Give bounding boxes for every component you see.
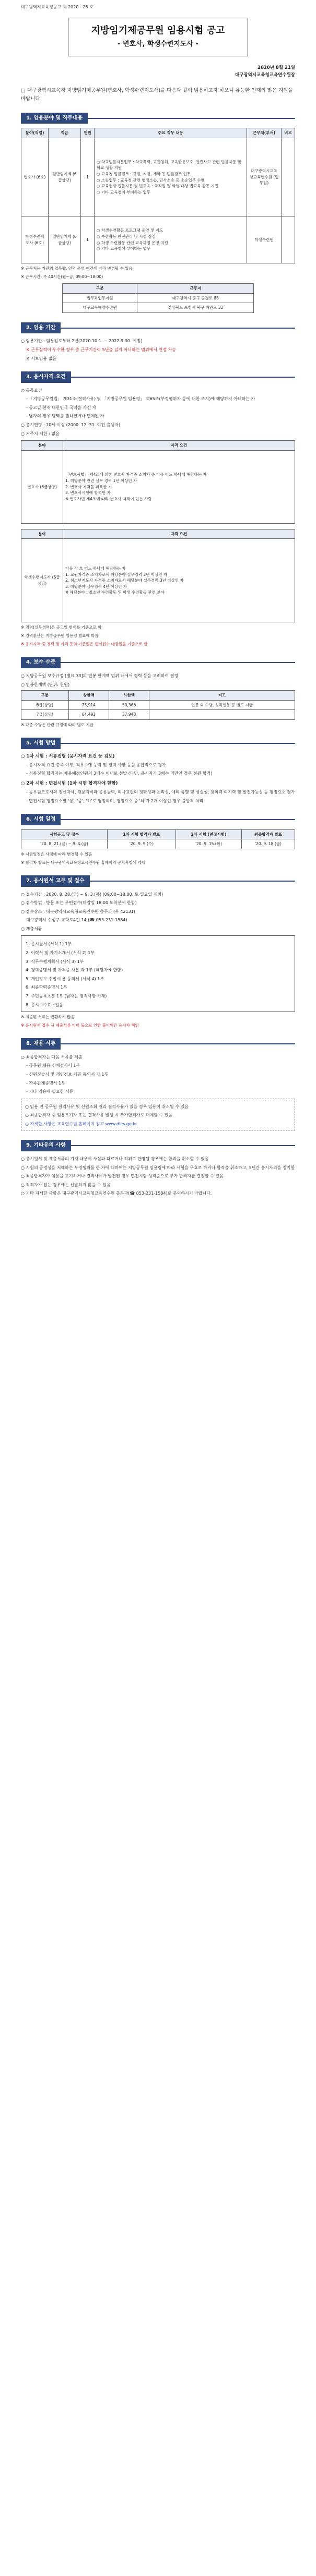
section-header-4	[21, 657, 295, 668]
section-rule	[61, 662, 295, 663]
section-header-9	[21, 1140, 295, 1151]
paragraph: - 남자의 경우 병역을 필하였거나 면제된 자	[26, 414, 104, 419]
cell-place: 대구광역시교육청교육연수원 (법무팀)	[247, 138, 282, 216]
table-cell: 6급(상당)	[21, 700, 69, 710]
section-header-5	[21, 738, 295, 749]
th-division: 구분	[62, 284, 137, 294]
section-rule	[61, 1043, 295, 1044]
cell-note	[282, 216, 295, 263]
table-cell: 7급(상당)	[21, 710, 69, 720]
th-field: 분야(직렬)	[21, 128, 49, 138]
table-cell: 64,493	[68, 710, 109, 720]
table-cell: '20. 9. 9.(수)	[107, 839, 175, 849]
cell-count: 1	[81, 216, 95, 263]
cell-field: 변호사 (6호)	[21, 138, 49, 216]
section-label: 8. 채용 서류	[21, 1038, 61, 1050]
cell-note	[282, 138, 295, 216]
note: ※ 근무처는 기관의 업무량, 인력 운영 여건에 따라 변경될 수 있음	[21, 266, 133, 271]
issuing-org: 대구광역시교육청교육연수원장	[235, 73, 295, 78]
section-header-7	[21, 875, 295, 887]
th-field: 분야	[21, 529, 63, 539]
list-item: 6. 최종학력증명서 1부	[26, 985, 67, 990]
table-row	[62, 303, 254, 313]
paragraph: ※ 근무실적이 우수한 경우 총 근무기간이 5년을 넘지 아니하는 범위에서 연장 가능	[26, 347, 177, 352]
paragraph: ○ 제출서류	[21, 926, 42, 931]
subheading: ○ 2차 시험 : 면접시험 (1차 시험 합격자에 한함)	[21, 780, 118, 786]
table-cell: 75,914	[68, 700, 109, 710]
paragraph: - 신원진술서 및 개인정보 제공 동의서 각 1부	[26, 1072, 109, 1077]
section-rule	[71, 377, 295, 378]
table-cell: '20. 9. 18.(금)	[241, 839, 295, 849]
paragraph: ○ 최종합격자는 다음 서류를 제출	[21, 1054, 83, 1060]
paragraph: ○ 응시연령 : 20세 이상 (2000. 12. 31. 이전 출생자)	[21, 423, 121, 428]
th-place: 근무처(부서)	[247, 128, 282, 138]
cell-requirements: 「변호사법」 제4조에 의한 변호사 자격증 소지자 중 다음 어느 하나에 해당하는 자 1. 해당분야 관련 실무 경력 1년 이상인 자 2. 변호사 자격을 취득한 자 3. 변호사시험에 합격한 자 ※ 변호사법 제4조에 따라 변호사 자격이 있는 사람	[63, 450, 295, 523]
duties-table	[21, 128, 295, 263]
note: ※ 응시자격 중 경력 및 자격 등의 기준일은 원서접수 마감일을 기준으로 함	[21, 642, 148, 647]
table-cell: 경상북도 포항시 북구 해안로 32	[137, 303, 254, 313]
table-row	[21, 839, 295, 849]
cell-field: 학생수련지도사 (6호)	[21, 216, 49, 263]
table-header-row	[21, 128, 295, 138]
table-cell: 대구광역시 중구 공평로 88	[137, 293, 254, 303]
note: ※ 근무시간: 주 40시간(월~금, 09:00~18:00)	[21, 274, 103, 280]
th-note: 비고	[282, 128, 295, 138]
list-item: 5. 개인정보 수집·이용 동의서 (서식 4) 1부	[26, 976, 104, 981]
title-box	[68, 18, 248, 56]
cell-grade: 일반임기제 (6급상당)	[49, 216, 81, 263]
th-stage: 1차 시험 합격자 발표	[107, 829, 175, 839]
paragraph: ○ 최종합격자가 임용을 포기하거나 결격사유가 발견된 경우 면접시험 성적순으로 추가 합격자를 결정할 수 있음	[21, 1174, 224, 1179]
paragraph: ○ 접수장소 : 대구광역시교육청교육연수원 총무과 (우 42131)	[21, 909, 135, 914]
section-header-3	[21, 371, 295, 383]
th-stage: 최종합격자 발표	[241, 829, 295, 839]
section-label: 2. 임용 기간	[21, 322, 61, 334]
th-field: 분야	[21, 441, 63, 451]
note: ※ 제출된 서류는 반환하지 않음	[21, 1015, 75, 1020]
paragraph: ○ 적격자가 없는 경우에는 선발하지 않을 수 있음	[21, 1182, 111, 1187]
table-row	[21, 216, 295, 263]
th-requirements: 자격 요건	[63, 529, 295, 539]
section-header-2	[21, 322, 295, 334]
paragraph: ○ 연봉한계액 (단위: 천원)	[21, 682, 70, 687]
table-cell: '20. 9. 15.(화)	[175, 839, 241, 849]
section-rule	[71, 1145, 295, 1146]
salary-table	[21, 690, 295, 720]
cell-field: 학생수련지도사 (6급상당)	[21, 539, 63, 622]
th-stage: 2차 시험 (면접시험)	[175, 829, 241, 839]
th-upper: 상한액	[68, 691, 109, 701]
th-grade: 직급	[49, 128, 81, 138]
table-row	[21, 700, 295, 710]
section-label: 1. 임용분야 및 직무내용	[21, 113, 88, 124]
section-header-8	[21, 1038, 295, 1050]
date-org-block	[21, 65, 295, 79]
workplace-table	[62, 283, 254, 313]
th-note: 비고	[149, 691, 295, 701]
table-row	[21, 138, 295, 216]
note: ※ 시험일정은 사정에 따라 변경될 수 있음	[21, 852, 92, 857]
note: ※ 각종 수당은 관련 규정에 따라 별도 지급	[21, 723, 93, 728]
schedule-table	[21, 829, 295, 849]
note: ※ 경력환산은 지방공무원 임용령 별표에 따름	[21, 633, 99, 639]
paragraph: ○ 접수방법 : 방문 또는 우편접수(마감일 18:00 도착분에 한함)	[21, 900, 137, 906]
list-item: 4. 경력증명서 및 자격증 사본 각 1부 (해당자에 한함)	[26, 968, 123, 973]
th-workplace: 근무지	[137, 284, 254, 294]
table-cell: 대구교육해양수련원	[62, 303, 137, 313]
cell-duties: ○ 학교법률자문업무 : 학교폭력, 교권침해, 교육활동보호, 안전사고 관련 법률자문 및 학교 생활 지원 ○ 교육청 법률검토 : 규정, 지침, 계약 등 법률검토 업무 ○ 소송업무 : 교육청 관련 행정소송, 민사소송 등 소송업무 수행 ○ 교육현장 법률자문 및 법교육 : 교직원 및 학생 대상 법교육 활동 지원 ○ 기타 교육청이 부여하는 업무	[95, 138, 247, 216]
section-label: 9. 기타유의 사항	[21, 1140, 71, 1151]
table-cell: '20. 8. 21.(금) ~ 9. 4.(금)	[21, 839, 108, 849]
list-item: 8. 응시수수료 : 없음	[26, 1002, 64, 1007]
note: ※ 응시원서 접수 시 제출서류 미비 등으로 인한 불이익은 응시자 책임	[21, 1023, 139, 1028]
list-item: 3. 직무수행계획서 (서식 3) 1부	[26, 959, 84, 964]
page-subtitle: - 변호사, 학생수련지도사 -	[118, 40, 198, 49]
paragraph: ○ 기타 자세한 사항은 대구광역시교육청교육연수원 총무과(☎ 053-231-1584)로 문의하시기 바랍니다.	[21, 1191, 212, 1196]
paragraph: ○ 시험의 공정성을 저해하는 부정행위를 한 자에 대하여는 지방공무원 임용령에 따라 시험을 무효로 하거나 합격을 취소하고, 5년간 응시자격을 정지함	[21, 1165, 295, 1170]
paragraph: ○ 임용기간 : 임용일로부터 2년(2020.10.1. ~ 2022.9.30. 예정)	[21, 339, 143, 344]
intro-text: □ 대구광역시교육청 지방임기제공무원(변호사, 학생수련지도사)을 다음과 같이 임용하고자 하오니 유능한 인재의 많은 지원을 바랍니다.	[21, 87, 293, 102]
requirements-table-2	[21, 529, 295, 623]
table-row	[21, 710, 295, 720]
table-row	[62, 293, 254, 303]
section-header-6	[21, 814, 295, 825]
paragraph: ○ 임용 전 공무원 결격사유 및 신원조회 결과 결격사유가 있을 경우 임용이 취소될 수 있음	[25, 1104, 189, 1109]
table-cell: 연봉 외 수당, 성과연봉 등 별도 지급	[149, 700, 295, 710]
website-link[interactable]: ○ 자세한 사항은 교육연수원 홈페이지 참고 www.dies.go.kr	[25, 1121, 137, 1126]
section-rule	[61, 743, 295, 744]
note: ※ 경력(실무경력)은 공고일 현재를 기준으로 함	[21, 625, 102, 630]
paragraph: ○ 지방공무원 보수규정 [별표 33]의 연봉 한계액 범위 내에서 경력 등을 고려하여 결정	[21, 673, 179, 678]
cell-place: 학생수련원	[247, 216, 282, 263]
subheading: ○ 1차 시험 : 서류전형 (응시자격 요건 등 검토)	[21, 753, 115, 759]
list-item: 2. 이력서 및 자기소개서 (서식 2) 1부	[26, 950, 95, 956]
paragraph: 대구광역시 수성구 교학로4길 14 (☎ 053-231-1584)	[26, 918, 127, 923]
table-row	[21, 539, 295, 622]
paragraph: ○ 최종합격자 중 임용포기자 또는 결격사유 발생 시 추가합격자로 대체할 수 있음	[25, 1113, 173, 1118]
section-header-1	[21, 113, 295, 124]
section-label: 7. 응시원서 교부 및 접수	[21, 875, 90, 887]
th-division: 구분	[21, 691, 69, 701]
table-cell: 50,366	[109, 700, 149, 710]
th-requirements: 자격 요건	[63, 441, 295, 451]
table-cell: 37,948	[109, 710, 149, 720]
page-title: 지방임기제공무원 임용시험 공고	[91, 25, 225, 37]
th-count: 인원	[81, 128, 95, 138]
paragraph: ○ 공통요건	[21, 388, 42, 393]
paragraph: - 공고일 현재 대한민국 국적을 가진 자	[26, 405, 97, 410]
paragraph: - 서류전형 합격자는 채용예정인원의 3배수 이내로 선발 (다만, 응시자가 3배수 미만인 경우 전원 합격)	[26, 771, 213, 776]
cell-count: 1	[81, 138, 95, 216]
section-rule	[61, 819, 295, 820]
section-label: 6. 시험 일정	[21, 814, 61, 825]
notice-box	[21, 1099, 295, 1131]
announcement-date: 2020년 8월 21일	[258, 65, 295, 71]
paragraph: ○ 응시원서 및 제출서류의 기재 내용이 사실과 다르거나 허위로 판명될 경우에는 합격을 취소할 수 있음	[21, 1156, 209, 1161]
section-rule	[61, 328, 295, 329]
section-rule	[88, 118, 295, 119]
documents-box	[21, 935, 295, 1012]
requirements-table	[21, 440, 295, 524]
paragraph: - 가족관계증명서 1부	[26, 1080, 65, 1086]
list-item: 1. 응시원서 (서식 1) 1부	[26, 942, 72, 947]
paragraph: - 「지방공무원법」 제31조(결격사유) 및 「지방공무원 임용령」 제65조(부정행위자 등에 대한 조치)에 해당하지 아니하는 자	[26, 396, 255, 402]
table-cell	[149, 710, 295, 720]
section-label: 5. 시험 방법	[21, 738, 61, 749]
table-cell: 법무과업무지원	[62, 293, 137, 303]
paragraph: ○ 거주지 제한 : 없음	[21, 431, 60, 436]
paragraph: - 공무원 채용 신체검사서 1부	[26, 1063, 80, 1068]
th-duties: 주요 직무 내용	[95, 128, 247, 138]
cell-field: 변호사 (6급상당)	[21, 450, 63, 523]
th-lower: 하한액	[109, 691, 149, 701]
paragraph: - 공무원으로서의 정신자세, 전문지식과 응용능력, 의사표현의 정확성과 논리성, 예의·품행 및 성실성, 창의력·의지력 및 발전가능성 등 평정요소 평가	[26, 790, 295, 795]
th-stage: 시험공고 및 접수	[21, 829, 108, 839]
cell-grade: 일반임기제 (6급상당)	[49, 138, 81, 216]
section-rule	[90, 881, 295, 882]
table-row	[21, 450, 295, 523]
paragraph: ※ 시보임용 없음	[26, 356, 57, 361]
paragraph: - 응시자격 요건 충족 여부, 직무수행 능력 및 경력 사항 등을 종합적으로 평가	[26, 762, 166, 767]
paragraph: ○ 접수기간 : 2020. 8. 28.(금) ~ 9. 3.(목) (09:00~18:00, 토·일요일 제외)	[21, 892, 163, 897]
paragraph: - 기타 임용에 필요한 서류	[26, 1089, 74, 1094]
note: ※ 합격자 발표는 대구광역시교육청교육연수원 홈페이지 공지사항에 게재	[21, 860, 145, 865]
cell-requirements: 다음 각 호 어느 하나에 해당하는 자 1. 교원자격증 소지자로서 해당분야 실무경력 2년 이상인 자 2. 청소년지도사 자격증 소지자로서 해당분야 실무경력 3년 이상인 자 3. 해당분야 실무경력 4년 이상인 자 ※ 해당분야 : 청소년 수련활동 및 학생 수련활동 관련 분야	[63, 539, 295, 622]
cell-duties: ○ 학생수련활동 프로그램 운영 및 지도 ○ 수련활동 안전관리 및 시설 점검 ○ 학생 수련활동 관련 교육과정 운영 지원 ○ 기타 교육청이 부여하는 업무	[95, 216, 247, 263]
section-label: 4. 보수 수준	[21, 657, 61, 668]
section-label: 3. 응시자격 요건	[21, 371, 71, 383]
list-item: 7. 주민등록초본 1부 (남자는 병적사항 기재)	[26, 994, 107, 999]
announcement-number: 대구광역시교육청공고 제 2020 - 28 호	[21, 5, 93, 9]
paragraph: - 면접시험 평정요소별 '상', '중', '하'로 평정하며, 평정요소 중 '하'가 2개 이상인 경우 불합격 처리	[26, 798, 204, 803]
